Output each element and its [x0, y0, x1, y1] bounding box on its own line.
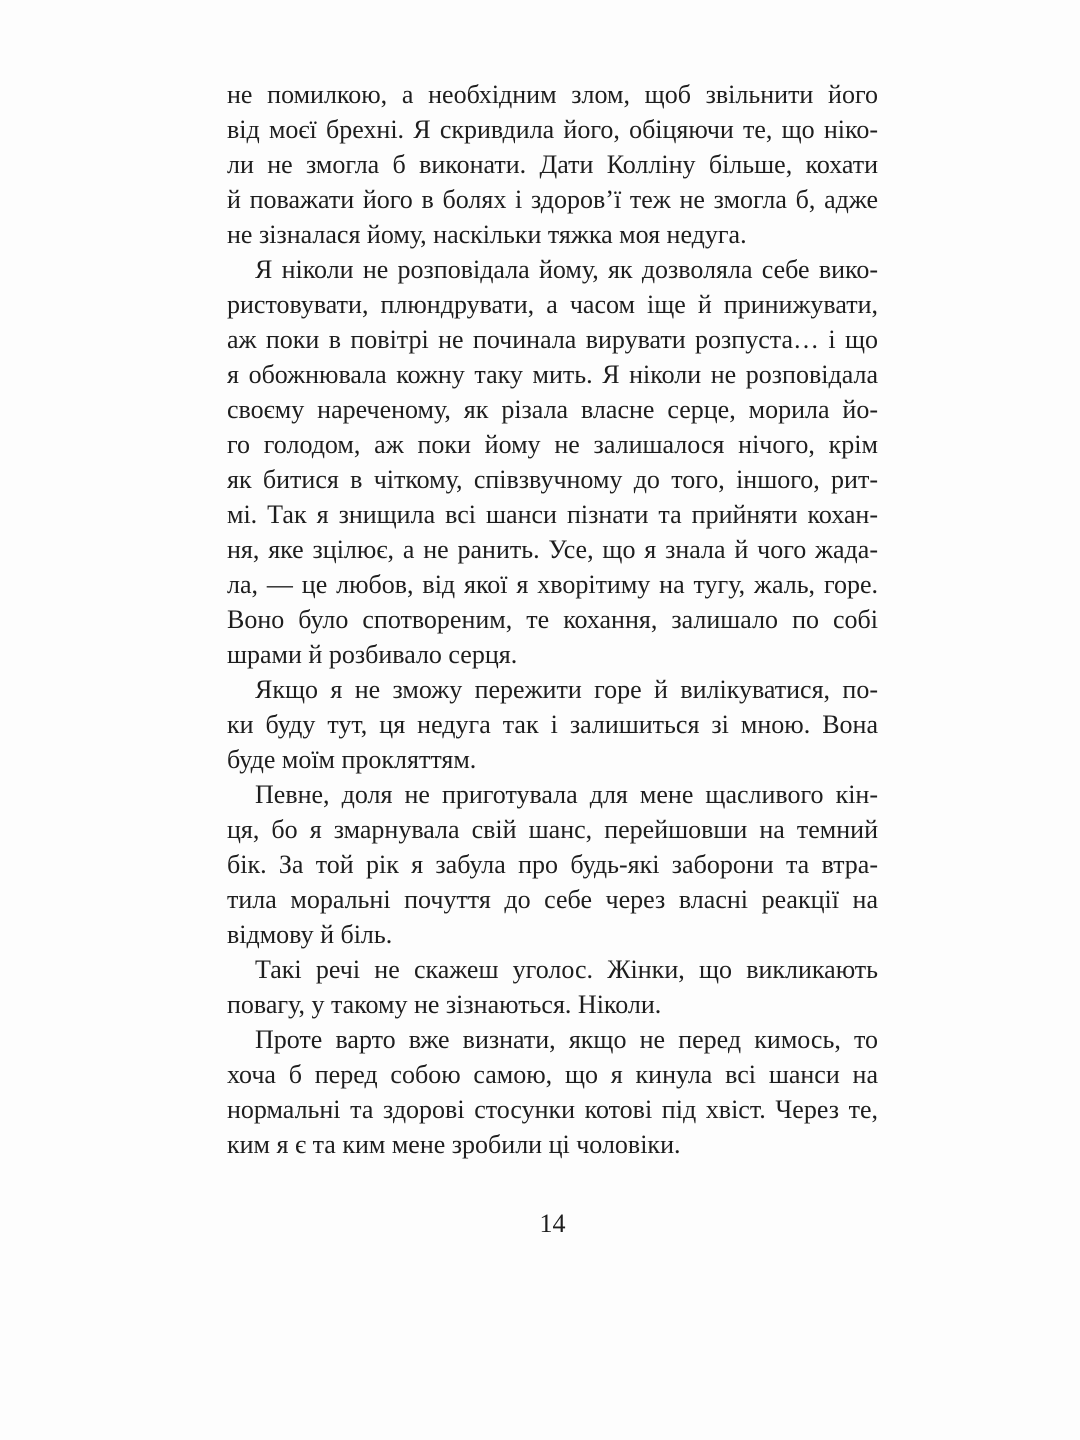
text-line: тила моральні почуття до себе через власні реакції на	[227, 885, 878, 914]
text-line: від моєї брехні. Я скривдила його, обіцяючи те, що ніко-	[227, 115, 878, 144]
paragraph	[227, 1022, 878, 1162]
text-line: ким я є та ким мене зробили ці чоловіки.	[227, 1130, 681, 1159]
text-line: ки буду тут, ця недуга так і залишиться зі мною. Вона	[227, 710, 878, 739]
text-line: не помилкою, а необхідним злом, щоб звільнити його	[227, 80, 878, 109]
text-line: нормальні та здорові стосунки котові під хвіст. Через те,	[227, 1095, 878, 1124]
text-line: повагу, у такому не зізнаються. Ніколи.	[227, 990, 662, 1019]
text-line: хоча б перед собою самою, що я кинула всі шанси на	[227, 1060, 878, 1089]
text-line: аж поки в повітрі не починала вирувати розпуста… і що	[227, 325, 878, 354]
paragraph	[227, 77, 878, 252]
text-line: ла, — це любов, від якої я хворітиму на тугу, жаль, горе.	[227, 570, 878, 599]
paragraph	[227, 672, 878, 777]
text-line: ристовувати, плюндрувати, а часом іще й принижувати,	[227, 290, 878, 319]
text-line: Такі речі не скажеш уголос. Жінки, що викликають	[255, 955, 878, 984]
text-line: я обожнювала кожну таку мить. Я ніколи не розповідала	[227, 360, 878, 389]
text-line: го голодом, аж поки йому не залишалося нічого, крім	[227, 430, 878, 459]
text-line: відмову й біль.	[227, 920, 393, 949]
text-line: Я ніколи не розповідала йому, як дозволяла себе вико-	[255, 255, 878, 284]
text-line: мі. Так я знищила всі шанси пізнати та прийняти кохан-	[227, 500, 878, 529]
page-number: 14	[539, 1209, 566, 1238]
paragraph	[227, 952, 878, 1022]
text-line: Певне, доля не приготувала для мене щасливого кін-	[255, 780, 878, 809]
text-line: й поважати його в болях і здоров’ї теж не змогла б, адже	[227, 185, 878, 214]
body-text	[227, 77, 878, 1162]
paragraph	[227, 252, 878, 672]
text-line: не зізналася йому, наскільки тяжка моя недуга.	[227, 220, 747, 249]
text-line: як битися в чіткому, співзвучному до того, іншого, рит-	[227, 465, 878, 494]
text-line: Проте варто вже визнати, якщо не перед кимось, то	[255, 1025, 878, 1054]
text-line: бік. За той рік я забула про будь-які заборони та втра-	[227, 850, 878, 879]
text-line: Воно було спотвореним, те кохання, залишало по собі	[227, 605, 878, 634]
text-line: ця, бо я змарнувала свій шанс, перейшовши на темний	[227, 815, 878, 844]
text-line: ли не змогла б виконати. Дати Колліну більше, кохати	[227, 150, 878, 179]
text-line: Якщо я не зможу пережити горе й вилікуватися, по-	[255, 675, 878, 704]
text-line: своєму нареченому, як різала власне серце, морила йо-	[227, 395, 878, 424]
text-line: шрами й розбивало серця.	[227, 640, 518, 669]
text-line: ня, яке зцілює, а не ранить. Усе, що я знала й чого жада-	[227, 535, 878, 564]
text-line: буде моїм прокляттям.	[227, 745, 477, 774]
paragraph	[227, 777, 878, 952]
